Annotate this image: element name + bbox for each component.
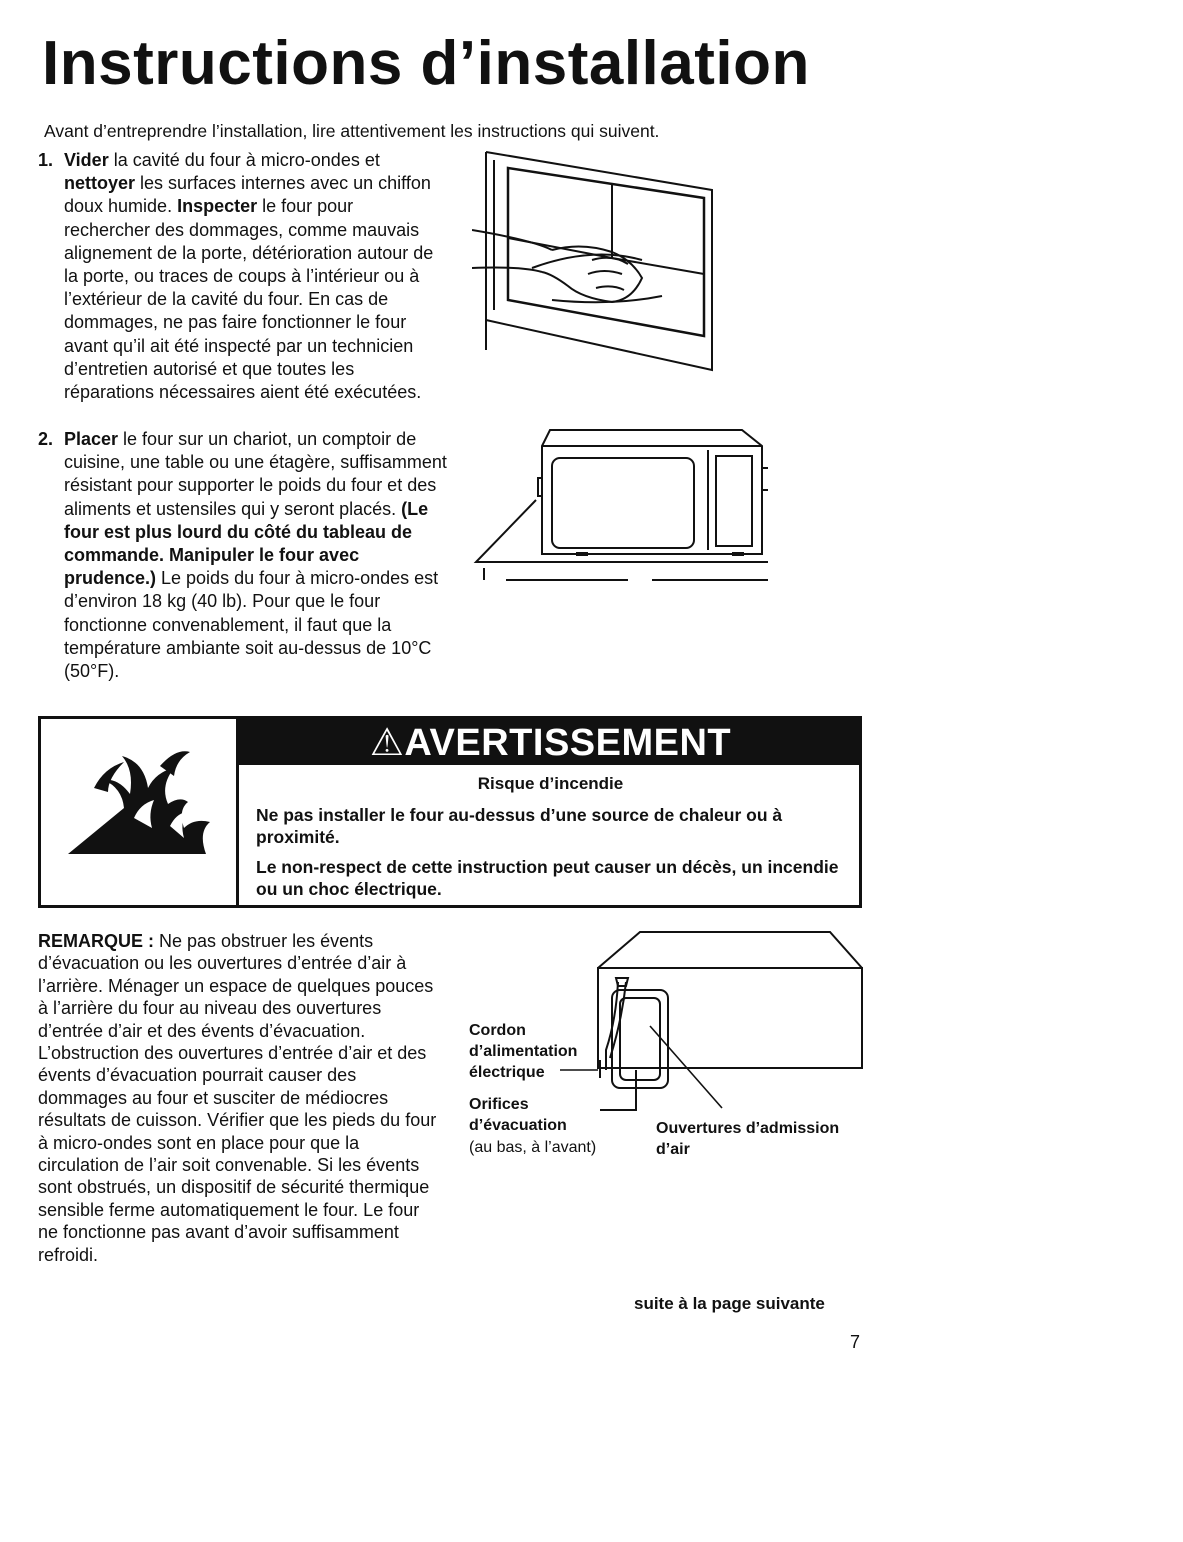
oven-cleaning-illustration xyxy=(472,150,717,372)
cord-label-1: Cordon xyxy=(469,1022,526,1039)
step-2 xyxy=(38,428,448,683)
intake-label-2: d’air xyxy=(656,1141,690,1158)
cord-leader-line xyxy=(560,1066,600,1074)
intake-label-1: Ouvertures d’admission xyxy=(656,1120,840,1137)
vents-label-1: Orifices xyxy=(469,1096,529,1113)
fire-icon xyxy=(64,748,214,858)
note-label: REMARQUE : xyxy=(38,931,154,951)
continue-note: suite à la page suivante xyxy=(634,1294,825,1313)
intro-text: Avant d’entreprendre l’installation, lire attentivement les instructions qui suivent. xyxy=(44,121,660,141)
oven-on-counter-illustration xyxy=(472,428,772,586)
page-number: 7 xyxy=(850,1332,861,1352)
cord-label-3: électrique xyxy=(469,1064,545,1081)
vents-label-3: (au bas, à l’avant) xyxy=(469,1139,597,1156)
step-number: 2. xyxy=(38,429,54,449)
warning-triangle-icon: ⚠ xyxy=(369,722,405,764)
vents-label-2: d’évacuation xyxy=(469,1117,567,1134)
warning-line-1: Ne pas installer le four au-dessus d’une source de chaleur ou à proximité. xyxy=(256,805,783,847)
cord-label-2: d’alimentation xyxy=(469,1043,578,1060)
step-body: Vider la cavité du four à micro-ondes et nettoyer les surfaces internes avec un chiffon doux humide. Inspecter le four pour rechercher des dommages, comme mauvais alignement de la porte, détérioration autour de la porte, ou traces de coups à l’intérieur ou à l’extérieur de la cavité du four. En cas de dommages, ne pas faire fonctionner le four avant qu’il ait été inspecté par un technicien d’entretien autorisé et que toutes les réparations nécessaires aient été exécutées. xyxy=(64,150,434,403)
step-body: Placer le four sur un chariot, un comptoir de cuisine, une table ou une étagère, suffisamment résistant pour supporter le poids du four et des aliments et ustensiles qui y seront placés. (Le four est plus lourd du côté du tableau de commande. Manipuler le four avec prudence.) Le poids du four à micro-ondes est d’environ 18 kg (40 lb). Pour que le four fonctionne convenablement, il faut que la température ambiante soit au-dessus de 10°C (50°F). xyxy=(64,429,447,682)
warning-header: ⚠AVERTISSEMENT xyxy=(239,719,862,765)
warning-line-2: Le non-respect de cette instruction peut causer un décès, un incendie ou un choc électrique. xyxy=(256,857,839,899)
step-number: 1. xyxy=(38,150,54,170)
warning-risk: Risque d’incendie xyxy=(477,774,624,793)
oven-rear-diagram xyxy=(560,930,866,1134)
step-1 xyxy=(38,149,440,404)
page-title: Instructions d’installation xyxy=(42,29,810,98)
note-paragraph: REMARQUE : Ne pas obstruer les évents d’évacuation ou les ouvertures d’entrée d’air à l’arrière. Ménager un espace de quelques pouces à l’arrière du four au niveau des ouvertures d’entrée d’air et des évents d’évacuation. L’obstruction des ouvertures d’entrée d’air et des évents d’évacuation pourrait causer des dommages au four et susciter de médiocres résultats de cuisson. Vérifier que les pieds du four à micro-ondes sont en place pour que la circulation de l’air soit convenable. Si les évents sont obstrués, un dispositif de sécurité thermique sensible ferme automatiquement le four. Le four ne fonctionne pas avant d’avoir suffisamment refroidi. xyxy=(38,931,437,1265)
